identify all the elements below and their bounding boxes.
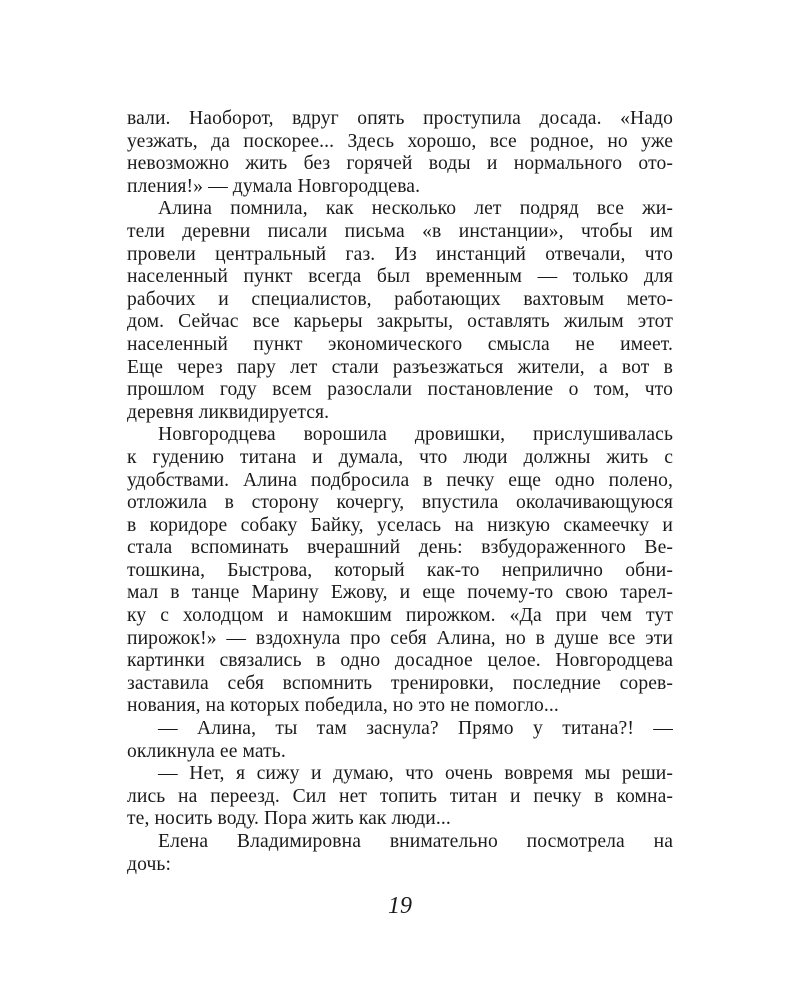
- text-line: вали. Наоборот, вдруг опять проступила досада. «Надо: [127, 108, 673, 129]
- text-line: уезжать, да поскорее... Здесь хорошо, все родное, но уже: [127, 130, 673, 152]
- text-line: тели деревни писали письма «в инстанции», чтобы им: [127, 220, 673, 242]
- text-line: Новгородцева ворошила дровишки, прислушивалась: [158, 424, 673, 446]
- text-line: прошлом году всем разослали постановление о том, что: [127, 379, 673, 401]
- text-line: — Нет, я сижу и думаю, что очень вовремя мы реши-: [158, 763, 673, 785]
- book-page-text: [127, 108, 673, 876]
- text-line: окликнула ее мать.: [127, 740, 286, 762]
- text-line: населенный пункт всегда был временным — только для: [127, 266, 673, 288]
- text-line: ку с холодцом и намокшим пирожком. «Да при чем тут: [127, 605, 673, 627]
- text-line: тошкина, Быстрова, который как-то неприлично обни-: [127, 559, 673, 581]
- text-line: пирожок!» — вздохнула про себя Алина, но в душе все эти: [127, 627, 673, 649]
- text-line: те, носить воду. Пора жить как люди...: [127, 808, 451, 830]
- text-line: невозможно жить без горячей воды и нормального ото-: [127, 153, 673, 175]
- text-line: — Алина, ты там заснула? Прямо у титана?! —: [158, 718, 673, 740]
- text-line: в коридоре собаку Байку, уселась на низкую скамеечку и: [127, 514, 673, 536]
- text-line: Алина помнила, как несколько лет подряд все жи-: [158, 198, 673, 220]
- text-line: рабочих и специалистов, работающих вахтовым мето-: [127, 288, 673, 310]
- text-line: к гудению титана и думала, что люди должны жить с: [127, 446, 673, 468]
- text-line: Еще через пару лет стали разъезжаться жители, а вот в: [127, 356, 673, 378]
- text-line: заставила себя вспомнить тренировки, последние сорев-: [127, 672, 673, 694]
- text-line: нования, на которых победила, но это не помогло...: [127, 695, 559, 717]
- text-line: Елена Владимировна внимательно посмотрела на: [158, 831, 673, 852]
- text-line: провели центральный газ. Из инстанций отвечали, что: [127, 243, 673, 265]
- text-line: деревня ликвидируется.: [127, 401, 330, 423]
- text-line: удобствами. Алина подбросила в печку еще одно полено,: [127, 469, 673, 491]
- text-line: населенный пункт экономического смысла не имеет.: [127, 333, 673, 355]
- text-line: стала вспоминать вчерашний день: взбудораженного Ве-: [127, 537, 673, 559]
- page-number: 19: [388, 893, 412, 919]
- text-line: дом. Сейчас все карьеры закрыты, оставлять жилым этот: [127, 311, 673, 333]
- text-line: пления!» — думала Новгородцева.: [127, 175, 421, 197]
- text-line: картинки связались в одно досадное целое. Новгородцева: [127, 650, 673, 672]
- text-line: лись на переезд. Сил нет топить титан и печку в комна-: [127, 785, 673, 807]
- text-line: отложила в сторону кочергу, впустила околачивающуюся: [127, 492, 673, 514]
- text-line: мал в танце Марину Ежову, и еще почему-то свою тарел-: [127, 582, 673, 604]
- text-line: дочь:: [127, 853, 171, 875]
